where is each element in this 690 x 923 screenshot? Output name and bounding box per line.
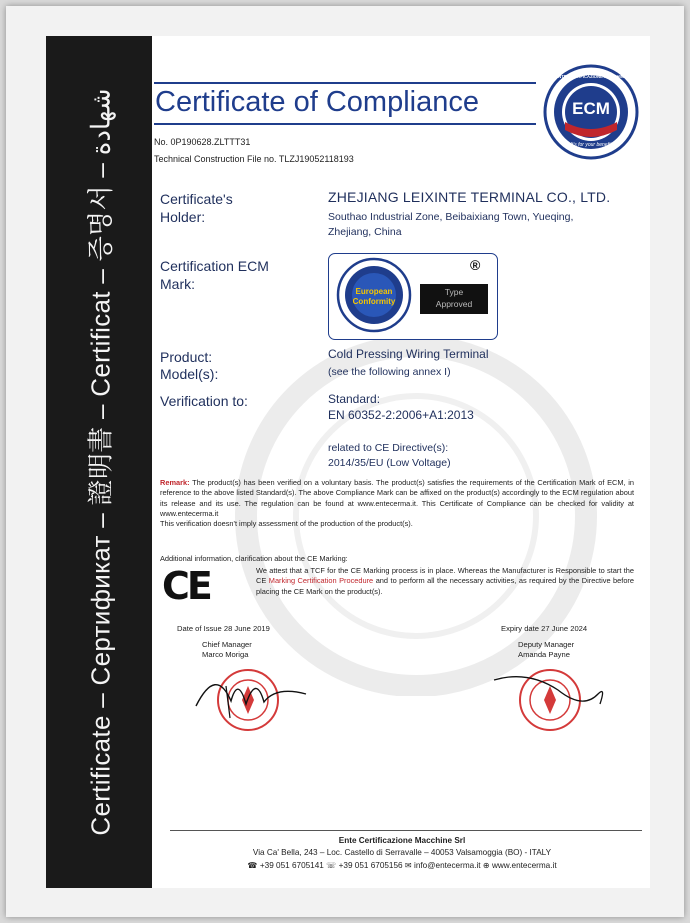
attestation-red: Marking Certification Procedure bbox=[268, 576, 374, 586]
holder-label-line2: Holder: bbox=[160, 209, 206, 225]
type-approved-line1: Type bbox=[444, 287, 464, 297]
deputy-manager-title: Deputy Manager bbox=[518, 640, 575, 649]
deputy-manager-name: Amanda Payne bbox=[518, 650, 570, 659]
ecm-mark-badge-line2: Conformity bbox=[352, 297, 396, 306]
product-label: Product: bbox=[160, 349, 213, 365]
registered-mark: ® bbox=[470, 257, 481, 273]
type-approved-line2: Approved bbox=[435, 299, 473, 309]
certificate-frame bbox=[6, 6, 684, 917]
remark-note: This verification doesn't imply assessment of the production of the product(s). bbox=[160, 519, 413, 529]
holder-address-line1: Southao Industrial Zone, Beibaixiang Town, Yueqing, bbox=[328, 211, 574, 223]
certificate-number: No. 0P190628.ZLTTT31 bbox=[154, 137, 251, 147]
ecm-logo-ring-bottom: It's for your benefit bbox=[570, 142, 612, 148]
attestation-block bbox=[256, 566, 634, 597]
side-band-text: Certificate – Сертификат – 證明書 – Certificat – 증명서 – شهادة bbox=[85, 88, 116, 836]
ecm-mark-badge-line1: European bbox=[355, 287, 393, 296]
attestation-part1: We attest that a TCF for the CE Marking process is in place. Whereas the Manufacturer is Responsible to start the CE bbox=[256, 566, 634, 586]
additional-info: Additional information, clarification about the CE Marking: bbox=[160, 554, 348, 563]
deputy-signature-stamp-icon bbox=[488, 660, 618, 740]
ecm-logo-text: ECM bbox=[572, 99, 610, 118]
models-label: Model(s): bbox=[160, 366, 219, 382]
mark-label-line1: Certification ECM bbox=[160, 258, 269, 274]
holder-company: ZHEJIANG LEIXINTE TERMINAL CO., LTD. bbox=[328, 189, 611, 205]
remark-text: The product(s) has been verified on a voluntary basis. The product(s) satisfies the requirements of the Certification Mark of ECM, in reference to the above listed Standard(s). The above Compliance Mark can be affixed on the product(s) accordingly to the ECM regulation about its release and its use. The regulation can be found at www.entecerma.it. This Certificate of Compliance can be checked for validity at www.entecerma.it bbox=[160, 478, 634, 518]
date-of-issue: Date of Issue 28 June 2019 bbox=[177, 624, 270, 633]
product-name: Cold Pressing Wiring Terminal bbox=[328, 347, 489, 361]
standard-label: Standard: bbox=[328, 392, 381, 406]
footer-rule bbox=[170, 830, 642, 831]
certificate-sheet bbox=[46, 36, 650, 888]
chief-manager-title: Chief Manager bbox=[202, 640, 252, 649]
ecm-logo-ring-top: ENTE CERTIFICAZIONE MACCHINE bbox=[555, 74, 627, 79]
footer-address: Via Ca' Bella, 243 – Loc. Castello di Serravalle – 40053 Valsamoggia (BO) - ITALY bbox=[252, 848, 552, 857]
chief-signature-stamp-icon bbox=[186, 656, 316, 736]
product-models: (see the following annex I) bbox=[328, 366, 451, 378]
holder-address-line2: Zhejiang, China bbox=[328, 226, 402, 238]
page-title: Certificate of Compliance bbox=[155, 86, 479, 118]
footer-contacts: ☎ +39 051 6705141 ☏ +39 051 6705156 ✉ info@entecerma.it ⊕ www.entecerma.it bbox=[247, 861, 557, 870]
verification-label: Verification to: bbox=[160, 393, 248, 409]
standard-value: EN 60352-2:2006+A1:2013 bbox=[328, 408, 474, 422]
directive-label: related to CE Directive(s): bbox=[328, 442, 449, 454]
side-band bbox=[46, 36, 152, 888]
title-rule-top bbox=[154, 82, 536, 84]
holder-label-line1: Certificate's bbox=[160, 191, 233, 207]
remark-block bbox=[160, 478, 634, 529]
ce-mark-icon: CE bbox=[162, 564, 210, 608]
title-rule-bottom bbox=[154, 123, 536, 125]
mark-label-line2: Mark: bbox=[160, 276, 195, 292]
technical-file-number: Technical Construction File no. TLZJ19052118193 bbox=[154, 154, 354, 164]
footer-org: Ente Certificazione Macchine Srl bbox=[338, 836, 466, 845]
chief-manager-name: Marco Moriga bbox=[202, 650, 249, 659]
directive-value: 2014/35/EU (Low Voltage) bbox=[328, 457, 451, 469]
attestation-part2: and to perform all the necessary activities, as required by the Directive before placing the CE Mark on the product(s). bbox=[256, 576, 635, 596]
expiry-date: Expiry date 27 June 2024 bbox=[501, 624, 588, 633]
remark-lead: Remark: bbox=[160, 478, 190, 487]
